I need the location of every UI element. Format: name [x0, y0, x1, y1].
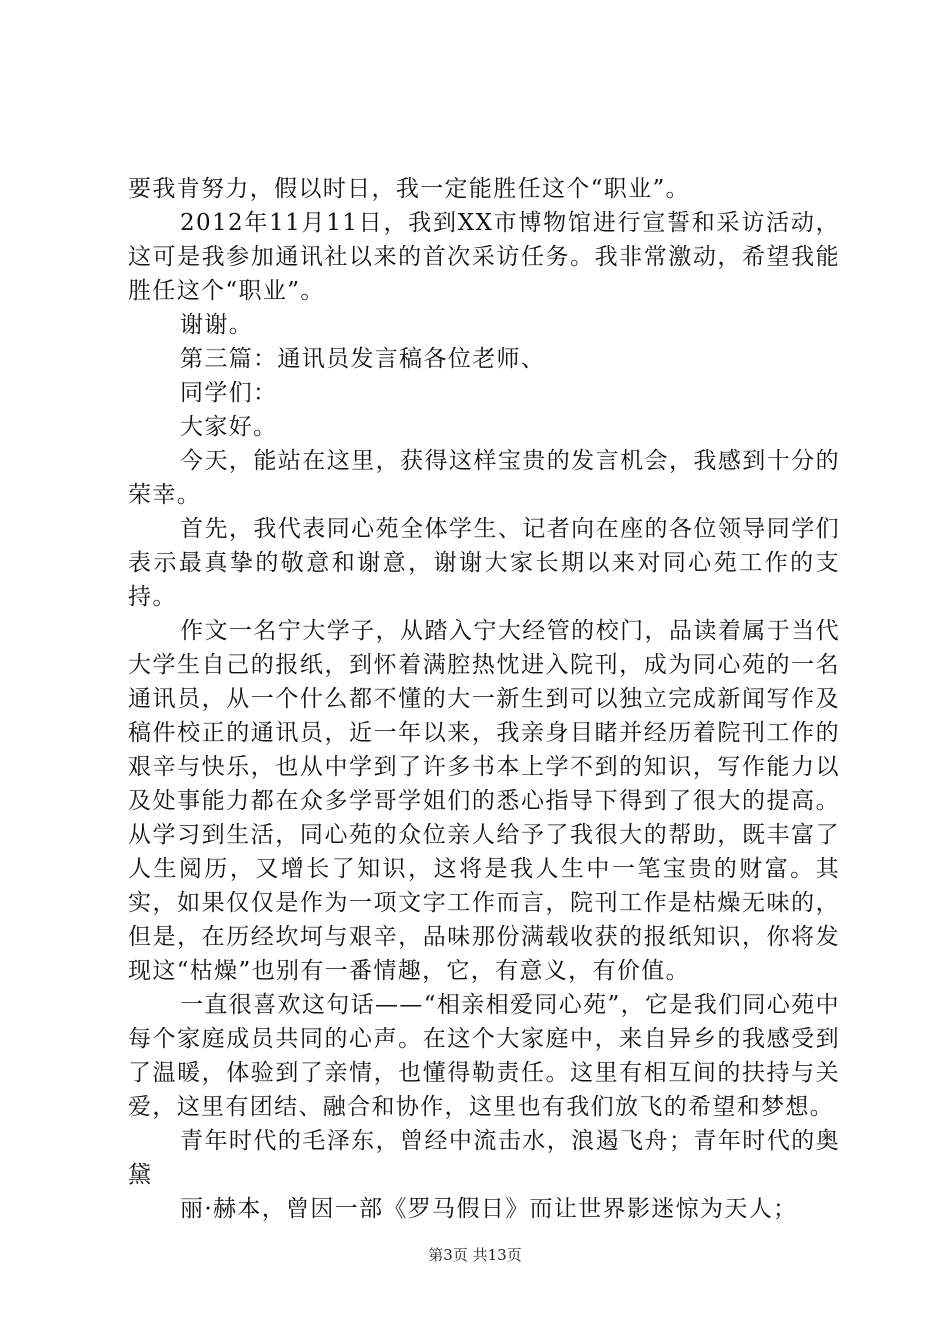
greeting: 大家好。 — [180, 414, 278, 440]
paragraph: 作文一名宁大学子，从踏入宁大经管的校门，品读着属于当代大学生自己的报纸，到怀着满腔热忱进入院刊，成为同心苑的一名通讯员，从一个什么都不懂的大一新生到可以独立完成新闻写作及稿件校正的通讯员，近一年以来，我亲身目睹并经历着院刊工作的艰辛与快乐，也从中学到了许多书本上学不到的知识，写作能力以及处事能力都在众多学哥学姐们的悉心指导下得到了很大的提高。从学习到生活，同心苑的众位亲人给予了我很大的帮助，既丰富了人生阅历，又增长了知识，这将是我人生中一笔宝贵的财富。其实，如果仅仅是作为一项文字工作而言，院刊工作是枯燥无味的，但是，在历经坎坷与艰辛，品味那份满载收获的报纸知识，你将发现这“枯燥”也别有一番情趣，它，有意义，有价值。 — [128, 618, 840, 984]
section-heading: 第三篇：通讯员发言稿各位老师、 — [180, 346, 546, 372]
page-number: 第3页 共13页 — [428, 1246, 522, 1264]
paragraph: 一直很喜欢这句话——“相亲相爱同心苑”，它是我们同心苑中每个家庭成员共同的心声。在这个大家庭中，来自异乡的我感受到了温暖，体验到了亲情，也懂得勒责任。这里有相互间的扶持与关爱，这里有团结、融合和协作，这里也有我们放飞的希望和梦想。 — [128, 992, 840, 1120]
paragraph: 首先，我代表同心苑全体学生、记者向在座的各位领导同学们表示最真挚的敬意和谢意，谢谢大家长期以来对同心苑工作的支持。 — [128, 516, 840, 610]
paragraph: 2012年11月11日，我到XX市博物馆进行宣誓和采访活动，这可是我参加通讯社以来的首次采访任务。我非常激动，希望我能胜任这个“职业”。 — [128, 210, 840, 304]
page-footer — [0, 1244, 950, 1266]
paragraph: 丽·赫本，曾因一部《罗马假日》而让世界影迷惊为天人； — [180, 1196, 798, 1222]
salutation: 同学们： — [180, 380, 278, 406]
paragraph: 谢谢。 — [180, 312, 254, 338]
document-body — [128, 172, 840, 1226]
paragraph: 要我肯努力，假以时日，我一定能胜任这个“职业”。 — [128, 176, 690, 202]
paragraph: 青年时代的毛泽东，曾经中流击水，浪遏飞舟；青年时代的奥黛 — [128, 1128, 840, 1188]
paragraph: 今天，能站在这里，获得这样宝贵的发言机会，我感到十分的荣幸。 — [128, 448, 840, 508]
